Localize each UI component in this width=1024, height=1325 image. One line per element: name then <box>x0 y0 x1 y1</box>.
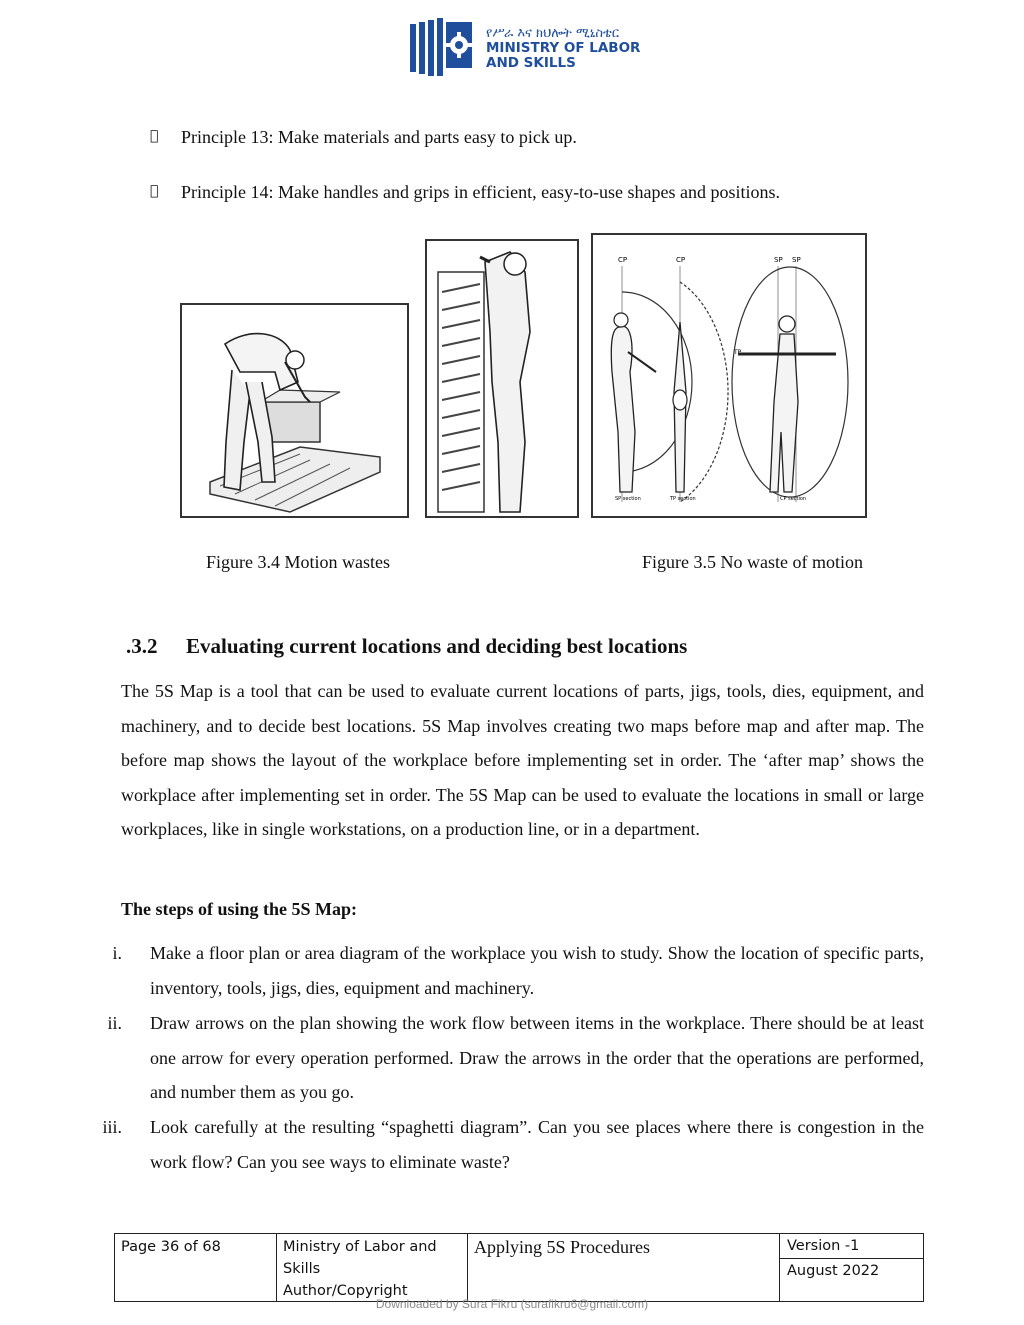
logo-amharic-name: የሥራ እና ክህሎት ሚኒስቴር <box>486 26 620 41</box>
step-item: Draw arrows on the plan showing the work flow between items in the workplace. There should be at least one arrow for every operation performed. Draw the arrows in the order that the operations are performed, and number them as you go. <box>150 1013 924 1103</box>
reaching-panel <box>426 240 578 517</box>
section-title: Evaluating current locations and deciding best locations <box>186 634 688 658</box>
logo-name-line2: AND SKILLS <box>486 55 576 71</box>
label-tp: TP <box>734 349 742 356</box>
reach-envelope-panel <box>592 234 866 517</box>
footer-org-line2: Skills <box>283 1261 321 1277</box>
label-cp-1: CP <box>618 256 628 264</box>
footer-org-line1: Ministry of Labor and <box>283 1239 437 1255</box>
step-item: Make a floor plan or area diagram of the workplace you wish to study. Show the location of specific parts, inventory, tools, jigs, dies, equipment and machinery. <box>150 943 924 998</box>
step-number: ii. <box>107 1013 122 1033</box>
figures-image <box>180 232 868 522</box>
step-number: iii. <box>102 1117 122 1137</box>
footer-title-cell <box>468 1234 780 1301</box>
bullet-glyph-icon <box>150 128 158 144</box>
footer-table <box>114 1233 924 1302</box>
footer-version: Version -1 <box>780 1234 923 1259</box>
footer-org-cell <box>277 1234 468 1301</box>
bullet-glyph-icon <box>150 183 158 199</box>
steps-heading: The steps of using the 5S Map: <box>121 899 358 919</box>
label-cp-2: CP <box>676 256 686 264</box>
label-tp-section: TP section <box>670 496 696 502</box>
ministry-logo-icon <box>408 16 482 78</box>
download-watermark: Downloaded by Sura Fikru (surafikru6@gmail.com) <box>375 1297 649 1311</box>
label-sp-2: SP <box>792 256 801 264</box>
label-cp-section: CP section <box>780 496 807 502</box>
logo-name-line1: MINISTRY OF LABOR <box>486 40 641 56</box>
bullet-text: Principle 14: Make handles and grips in efficient, easy-to-use shapes and positions. <box>181 182 781 202</box>
step-number: i. <box>112 943 122 963</box>
figure-caption-motion-wastes: Figure 3.4 Motion wastes <box>206 552 390 572</box>
label-sp-1: SP <box>774 256 783 264</box>
section-heading <box>126 634 687 659</box>
footer-org-line3: Author/Copyright <box>283 1283 408 1299</box>
footer-page-number: Page 36 of 68 <box>121 1239 221 1255</box>
footer-page-cell <box>115 1234 277 1301</box>
ministry-logo <box>408 16 648 78</box>
section-number: .3.2 <box>126 634 158 658</box>
footer-date: August 2022 <box>787 1263 880 1279</box>
footer-version-cell <box>780 1234 923 1301</box>
bullet-text: Principle 13: Make materials and parts easy to pick up. <box>181 127 577 147</box>
logo-text <box>486 26 640 71</box>
motion-waste-panel <box>181 304 408 517</box>
step-item: Look carefully at the resulting “spaghetti diagram”. Can you see places where there is congestion in the work flow? Can you see ways to eliminate waste? <box>150 1117 924 1172</box>
motion-figures-illustration <box>180 232 868 522</box>
label-sp-section: SP section <box>615 496 641 502</box>
footer-document-title: Applying 5S Procedures <box>474 1237 650 1257</box>
figure-caption-no-waste: Figure 3.5 No waste of motion <box>642 552 863 572</box>
section-paragraph: The 5S Map is a tool that can be used to evaluate current locations of parts, jigs, tools, dies, equipment, and machinery, and to decide best locations. 5S Map involves creating two maps before map and after map. The before map shows the layout of the workplace before implementing set in order. The ‘after map’ shows the workplace after implementing set in order. The 5S Map can be used to evaluate the locations in small or large workplaces, like in single workstations, on a production line, or in a department. <box>121 681 924 839</box>
